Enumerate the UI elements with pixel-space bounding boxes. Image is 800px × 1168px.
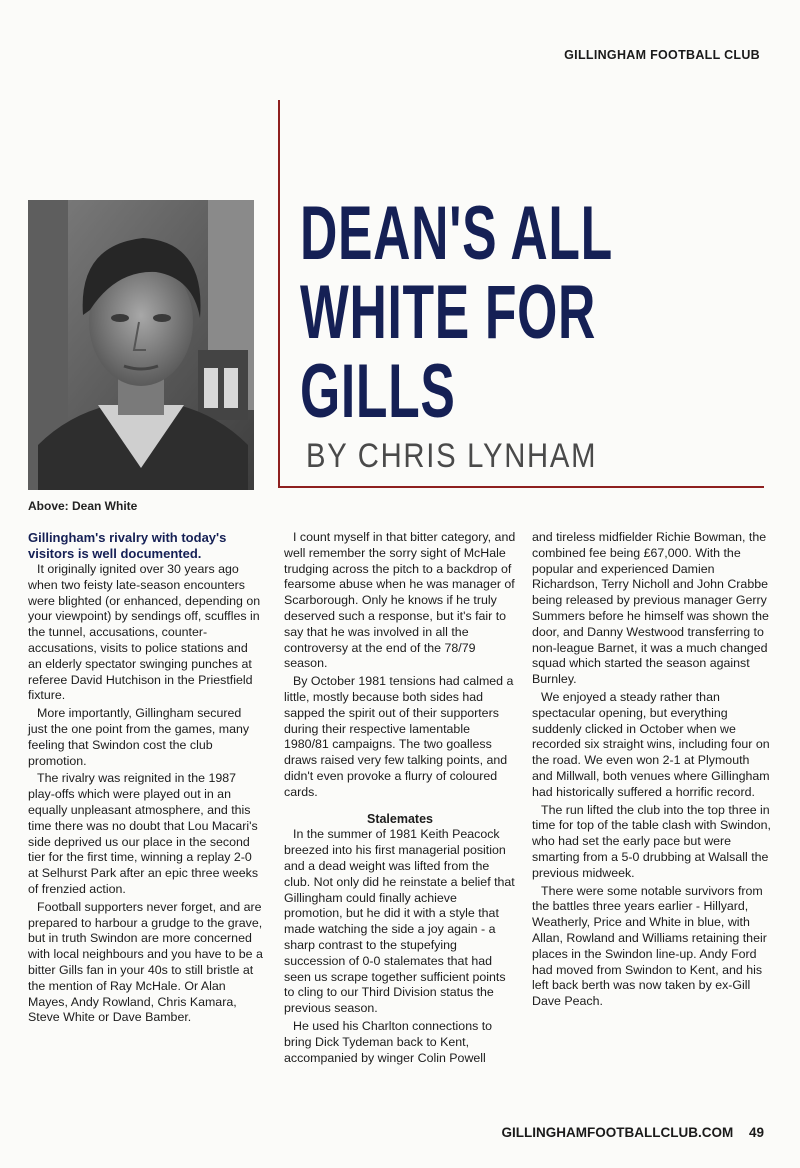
headline-line: DEAN'S ALL bbox=[300, 191, 613, 276]
paragraph: In the summer of 1981 Keith Peacock breezed into his first managerial position and a dead weight was lifted from the club. Not only did he reinstate a belief that Gillingham could finally achieve promotion, but he did it with a style that made watching the side a joy again - a sharp contrast to the stupefying succession of 0-0 stalemates that had seen us scrape together sufficient points to cling to our Third Division status the previous season. bbox=[284, 827, 515, 1016]
article-column-1 bbox=[28, 530, 264, 1028]
paragraph: The rivalry was reignited in the 1987 play-offs which were played out in an equally unpleasant atmosphere, and this time there was no doubt that Lou Macari's side deprived us our place in the second tier for the first time, winning a replay 2-0 at Selhurst Park after an epic three weeks of frenzied action. bbox=[28, 771, 259, 896]
headline-line: WHITE FOR bbox=[300, 270, 597, 355]
page-footer bbox=[501, 1125, 764, 1140]
club-name-header: GILLINGHAM FOOTBALL CLUB bbox=[564, 48, 760, 62]
photo-caption: Above: Dean White bbox=[28, 499, 138, 513]
paragraph: Football supporters never forget, and are prepared to harbour a grudge to the grave, but in truth Swindon are more concerned with local neighbours and you have to be a bitter Gills fan in your 40s to still bristle at the mention of Ray McHale. Or Alan Mayes, Andy Rowland, Chris Kamara, Steve White or Dave Bamber. bbox=[28, 899, 263, 1025]
paragraph: There were some notable survivors from the battles three years earlier - Hillyard, Weatherly, Price and White in blue, with Allan, Rowland and Williams retaining their places in the Swindon line-up. Andy Ford had moved from Swindon to Kent, and his left back berth was now taken by ex-Gill Dave Peach. bbox=[532, 883, 767, 1009]
paragraph: and tireless midfielder Richie Bowman, the combined fee being £67,000. With the popular and experienced Damien Richardson, Terry Nicholl and John Crabbe being released by previous manager Gerry Summers before he himself was shown the door, and Danny Westwood transferring to non-league Barnet, it was a much changed squad which started the season against Burnley. bbox=[532, 530, 769, 687]
article-byline: BY CHRIS LYNHAM bbox=[306, 437, 598, 475]
paragraph: It originally ignited over 30 years ago when two feisty late-season encounters were blighted (or enhanced, depending on your viewpoint) by sendings off, scuffles in the tunnel, accusations, counter-accusations, visits to police stations and an elderly spectator swinging punches at referee David Hutchison in the Priestfield fixture. bbox=[28, 562, 261, 703]
paragraph: More importantly, Gillingham secured just the one point from the games, many feeling that Swindon cost the club promotion. bbox=[28, 706, 250, 768]
footer-website: GILLINGHAMFOOTBALLCLUB.COM bbox=[501, 1125, 734, 1140]
article-column-3 bbox=[532, 530, 772, 1012]
headline-horizontal-rule bbox=[278, 486, 764, 488]
paragraph: We enjoyed a steady rather than spectacular opening, but everything suddenly clicked in October when we recorded six straight wins, including four on the road. We even won 2-1 at Plymouth and Millwall, both venues where Gillingham had historically suffered a horrific record. bbox=[532, 689, 770, 799]
headline-line: GILLS bbox=[300, 349, 456, 434]
player-photo bbox=[28, 200, 254, 490]
page-number: 49 bbox=[748, 1125, 764, 1140]
paragraph: By October 1981 tensions had calmed a little, mostly because both sides had sapped the spirit out of their supporters during their respective lamentable 1980/81 campaigns. The two goalless draws raised very few talking points, and didn't even provoke a flurry of coloured cards. bbox=[284, 674, 514, 799]
article-column-2 bbox=[284, 530, 516, 1068]
subheading: Stalemates bbox=[366, 811, 433, 826]
article-lead: Gillingham's rivalry with today's visitors is well documented. bbox=[28, 530, 227, 561]
paragraph: I count myself in that bitter category, and well remember the sorry sight of McHale trudging across the pitch to a backdrop of fearsome abuse when he was manager of Scarborough. Only he knows if he truly deserved such a response, but it's fair to say that he was involved in all the controversy at the end of the 78/79 season. bbox=[284, 530, 516, 671]
paragraph: The run lifted the club into the top three in time for top of the table clash with Swindon, who had set the early pace but were smarting from a 5-0 drubbing at Walsall the previous midweek. bbox=[532, 802, 771, 880]
article-headline bbox=[300, 191, 620, 434]
headline-vertical-rule bbox=[278, 100, 280, 488]
paragraph: He used his Charlton connections to bring Dick Tydeman back to Kent, accompanied by winger Colin Powell bbox=[284, 1018, 493, 1065]
